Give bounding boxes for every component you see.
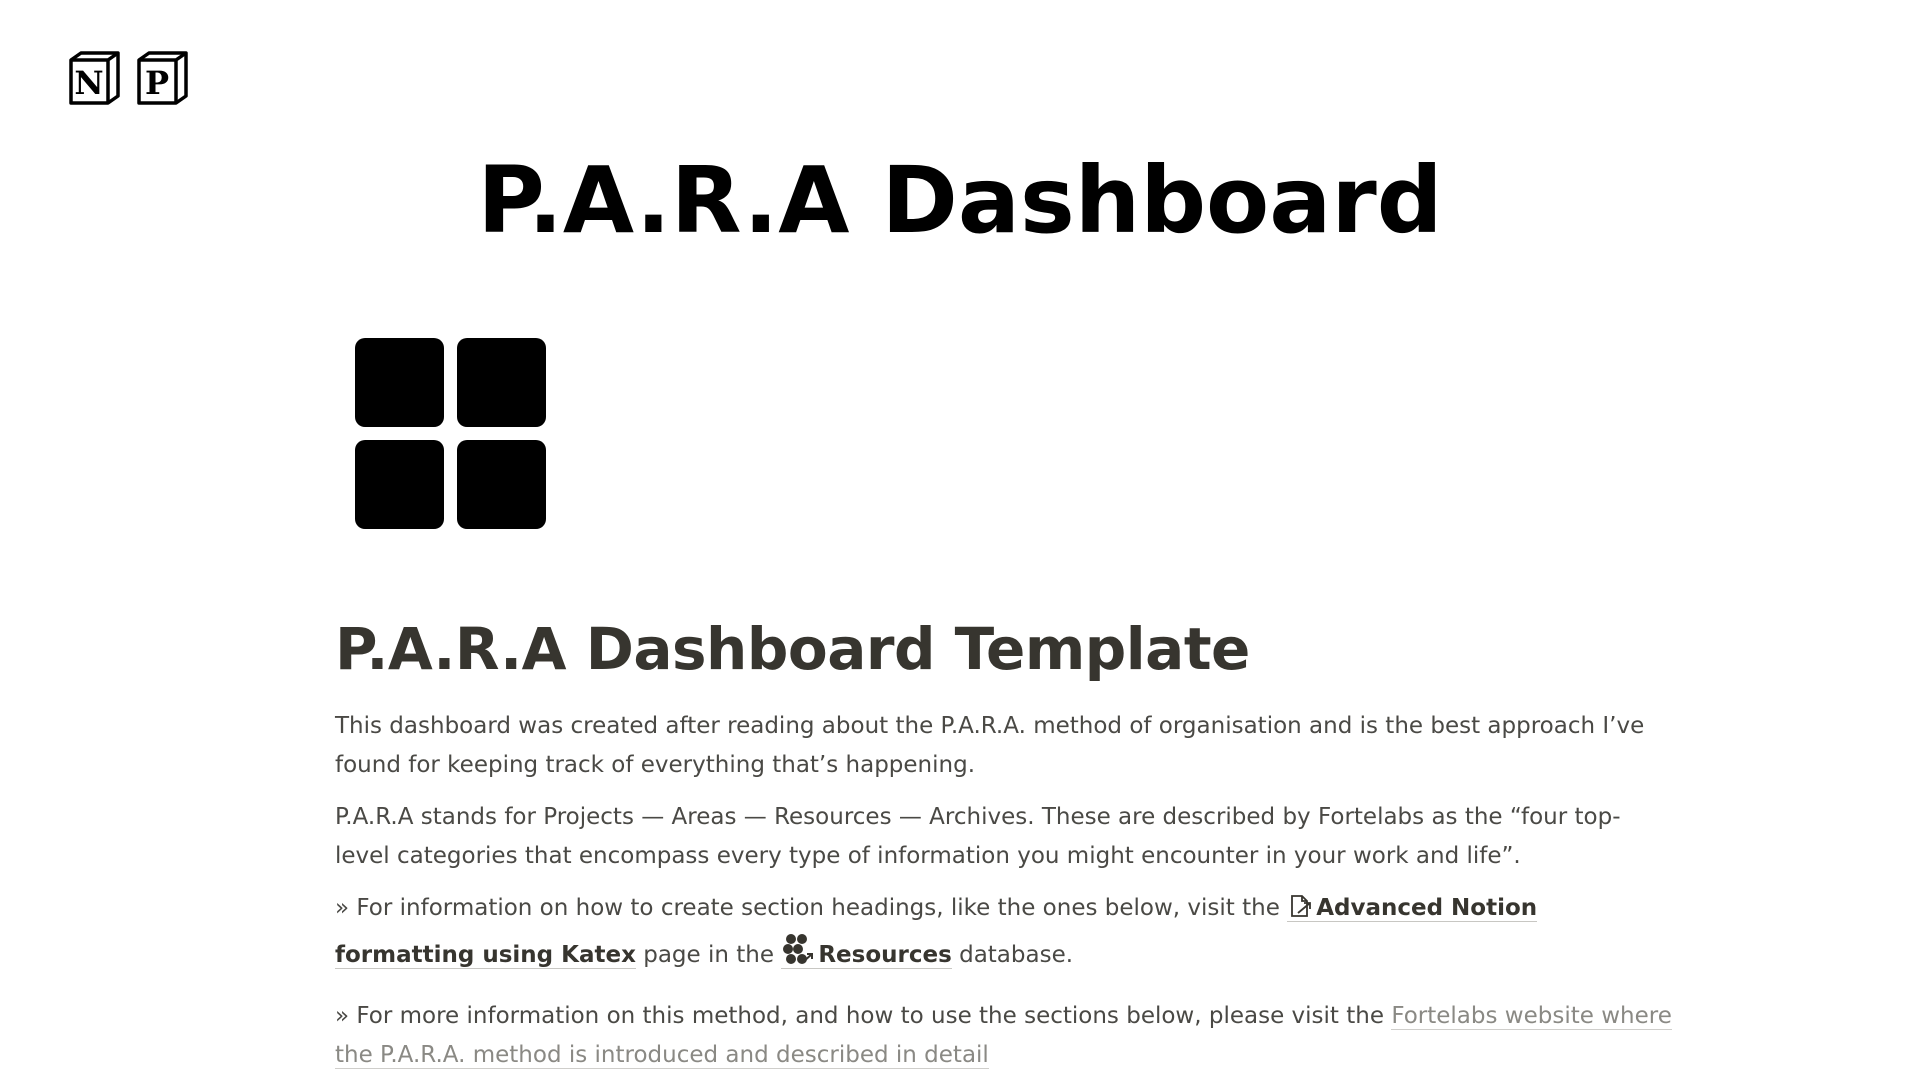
svg-text:P: P <box>144 64 170 102</box>
banner-title: P.A.R.A Dashboard <box>477 147 1443 254</box>
formatting-info-paragraph: » For information on how to create section headings, like the ones below, visit the Advanced Notion formatting using Katex page in the Resources database. <box>335 889 1675 979</box>
resources-database-link[interactable]: Resources <box>781 942 951 969</box>
resources-cluster-icon <box>781 932 815 979</box>
p-logo-icon <box>135 50 189 106</box>
header-logos <box>67 50 189 106</box>
grid-four-squares-icon[interactable] <box>355 338 547 530</box>
notion-logo-icon <box>67 50 121 106</box>
para-definition-paragraph: P.A.R.A stands for Projects — Areas — Resources — Archives. These are described by Fortelabs as the “four top-level categories that encompass every type of information you might encounter in your work and life”. <box>335 803 1621 869</box>
page-link-icon <box>1287 893 1313 932</box>
fortelabs-website-link[interactable]: Fortelabs website where the P.A.R.A. method is introduced and described in detail <box>335 1002 1672 1068</box>
advanced-notion-formatting-link[interactable]: Advanced Notion formatting using Katex <box>335 894 1538 968</box>
page-content <box>335 615 1675 1088</box>
intro-paragraph: This dashboard was created after reading about the P.A.R.A. method of organisation and is the best approach I’ve found for keeping track of everything that’s happening. <box>335 712 1645 778</box>
page-title: P.A.R.A Dashboard Template <box>335 615 1250 683</box>
method-info-paragraph: » For more information on this method, and how to use the sections below, please visit the Fortelabs website where the P.A.R.A. method is introduced and described in detail <box>335 1002 1672 1068</box>
svg-text:N: N <box>74 64 104 102</box>
